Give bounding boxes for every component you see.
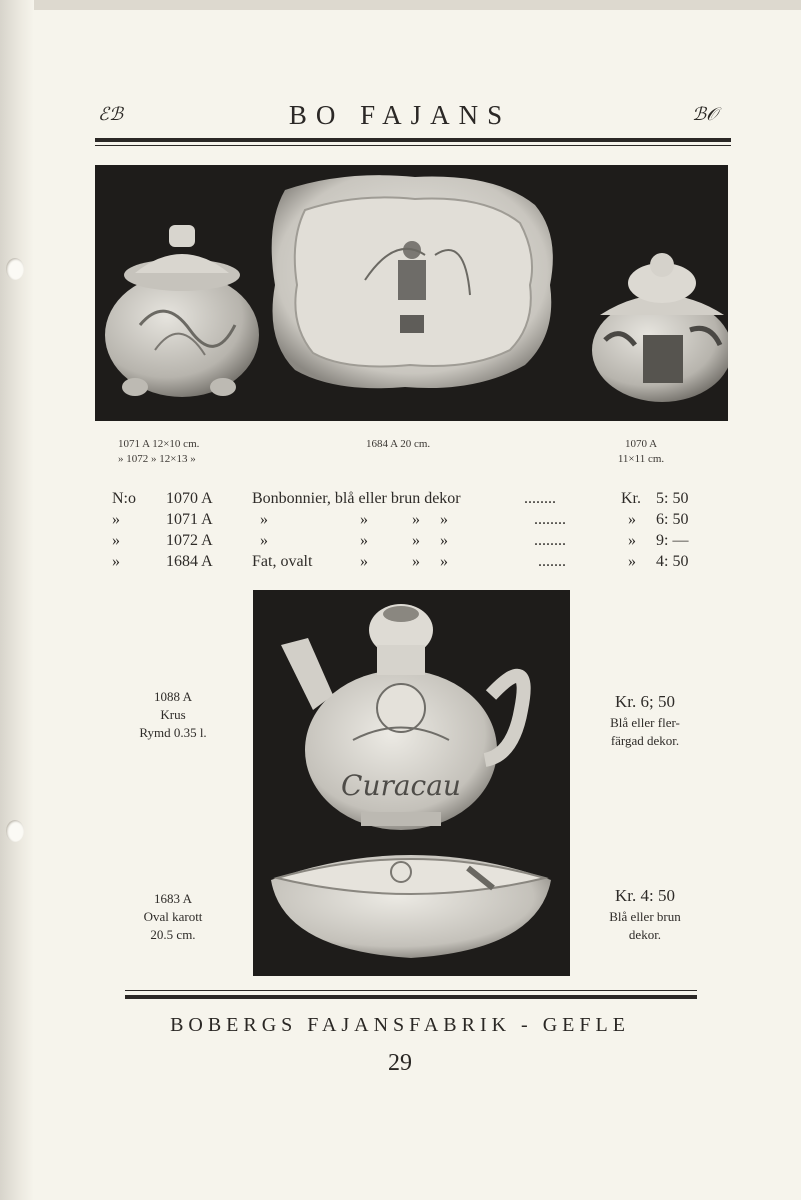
price-row-description: Fat, ovalt <box>252 553 313 570</box>
oval-dish-1684-illustration <box>272 175 553 388</box>
krus-name: Krus <box>160 707 186 722</box>
karott-number: 1683 A <box>154 891 192 906</box>
price-row-model: 1071 A <box>166 511 213 528</box>
price-row-price: 5: 50 <box>656 490 689 507</box>
krus-volume: Rymd 0.35 l. <box>139 725 207 740</box>
top-product-photo <box>95 165 728 421</box>
krus-details <box>118 688 228 742</box>
price-row-leader: ........ <box>534 532 566 549</box>
page-binding-edge <box>0 0 34 1200</box>
price-row-price: 4: 50 <box>656 553 689 570</box>
karott-size: 20.5 cm. <box>150 927 196 942</box>
jug-1088-illustration <box>281 604 524 830</box>
price-row-ditto: » <box>360 511 368 528</box>
monogram-left: ℰℬ <box>98 104 124 124</box>
price-row-leader: ....... <box>538 553 566 570</box>
top-photo-illustration <box>95 165 728 421</box>
price-row-model: 1072 A <box>166 532 213 549</box>
caption-1071-1072 <box>118 437 199 467</box>
caption-1070-model: 1070 A <box>624 438 658 450</box>
bonbonniere-1071-illustration <box>105 225 259 397</box>
page-top-edge <box>0 0 801 10</box>
price-row-ditto: » <box>440 553 448 570</box>
karott-details <box>118 890 228 944</box>
price-row-ditto: » <box>412 511 420 528</box>
price-row-model: 1684 A <box>166 553 213 570</box>
price-row-ditto: » <box>440 532 448 549</box>
price-row-currency: Kr. <box>621 490 641 507</box>
oval-karott-1683-illustration <box>271 855 551 958</box>
karott-decor-line1: Blå eller brun <box>609 909 681 924</box>
price-row <box>112 532 712 553</box>
bonbonniere-1070-illustration <box>592 253 728 402</box>
price-row-no: » <box>112 532 120 549</box>
footer-rule-thin <box>125 990 697 991</box>
punch-hole-bottom <box>6 820 24 842</box>
price-row-price: 6: 50 <box>656 511 689 528</box>
header-rule-thin <box>95 145 731 146</box>
footer-company: BOBERGS FAJANSFABRIK - GEFLE <box>170 1014 630 1036</box>
caption-1070-size: 11×11 cm. <box>617 453 665 465</box>
caption-1071: 1071 A 12×10 cm. <box>118 438 200 450</box>
karott-name: Oval karott <box>143 909 203 924</box>
punch-hole-top <box>6 258 24 280</box>
caption-1072: » 1072 » 12×13 » <box>118 453 196 465</box>
price-row-no: » <box>112 511 120 528</box>
karott-decor-line2: dekor. <box>628 927 662 942</box>
price-row-ditto: » <box>260 532 268 549</box>
price-row-ditto: » <box>412 553 420 570</box>
price-row-ditto: » <box>260 511 268 528</box>
jug-inscription: Curacau <box>341 769 461 802</box>
krus-decor-line1: Blå eller fler- <box>610 715 680 730</box>
price-row-description: Bonbonnier, blå eller brun dekor <box>252 490 461 507</box>
price-row-leader: ........ <box>524 490 556 507</box>
header-rule-thick <box>95 138 731 142</box>
price-row <box>112 490 712 511</box>
caption-1070 <box>596 437 686 467</box>
price-list <box>112 490 712 574</box>
karott-price-info <box>584 884 706 944</box>
bottom-product-photo <box>253 590 570 976</box>
price-row <box>112 553 712 574</box>
page-title: BO FAJANS <box>288 100 512 130</box>
monogram-right: ℬ𝒪 <box>692 104 718 124</box>
krus-price-info <box>584 690 706 750</box>
price-row-leader: ........ <box>534 511 566 528</box>
price-row-model: 1070 A <box>166 490 213 507</box>
price-row-ditto: » <box>360 532 368 549</box>
krus-price: Kr. 6; 50 <box>615 692 675 711</box>
bottom-photo-illustration <box>253 590 570 976</box>
page-number: 29 <box>388 1050 412 1076</box>
price-row <box>112 511 712 532</box>
price-row-currency: » <box>628 553 636 570</box>
krus-number: 1088 A <box>154 689 192 704</box>
krus-decor-line2: färgad dekor. <box>610 733 680 748</box>
price-row-no: » <box>112 553 120 570</box>
price-row-ditto: » <box>412 532 420 549</box>
karott-price: Kr. 4: 50 <box>615 886 675 905</box>
price-row-price: 9: — <box>656 532 689 549</box>
price-row-currency: » <box>628 532 636 549</box>
footer-rule-thick <box>125 995 697 999</box>
price-row-currency: » <box>628 511 636 528</box>
price-row-ditto: » <box>440 511 448 528</box>
price-row-ditto: » <box>360 553 368 570</box>
price-row-no: N:o <box>112 490 136 507</box>
caption-1684: 1684 A 20 cm. <box>366 438 431 450</box>
